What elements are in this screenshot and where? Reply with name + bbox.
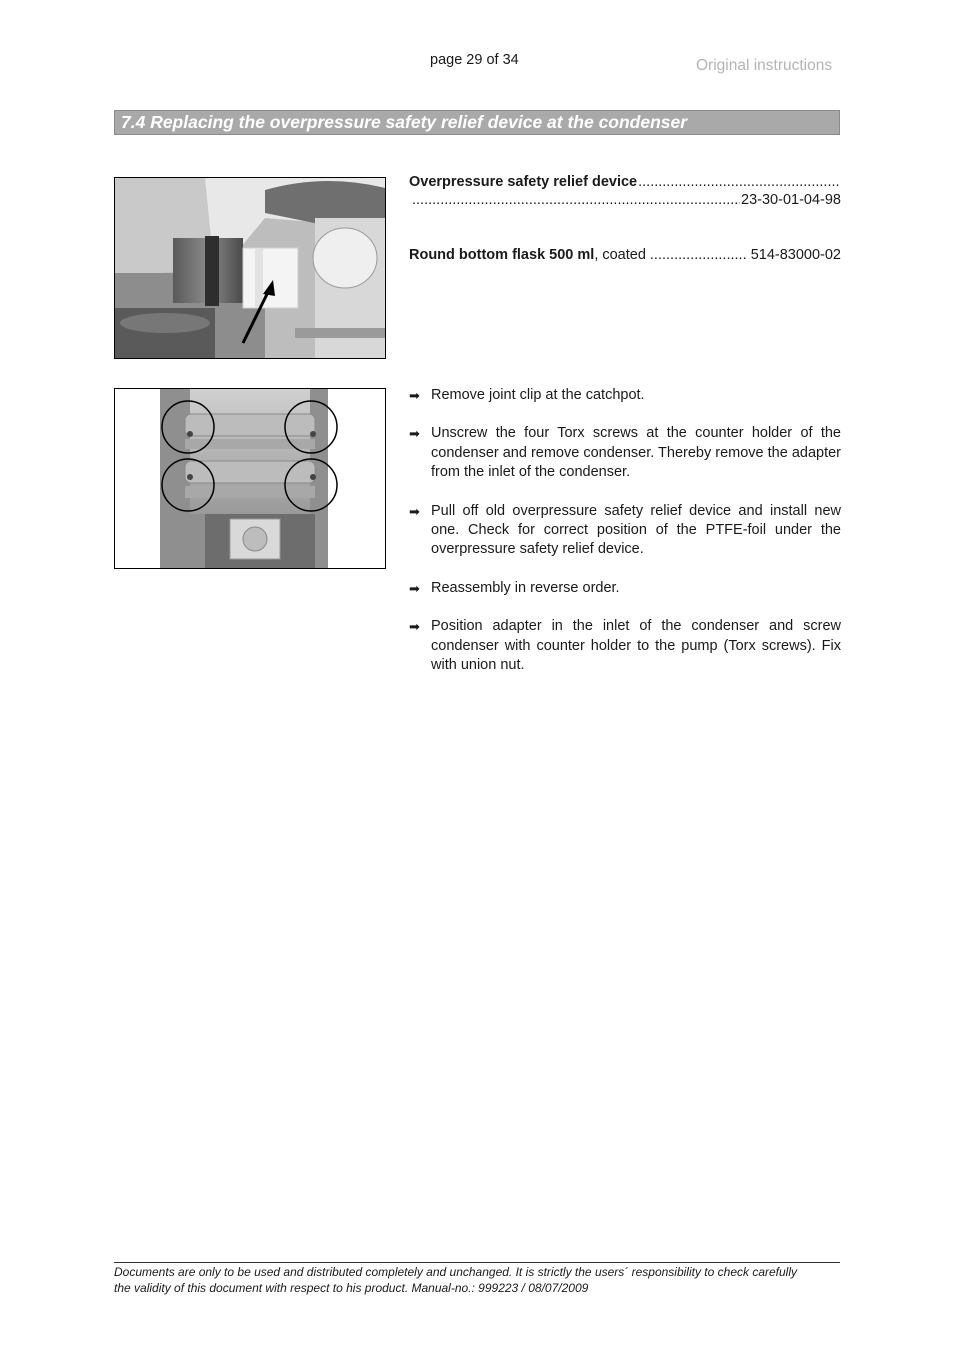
photo-torx-screws xyxy=(114,388,386,569)
original-instructions-label: Original instructions xyxy=(696,57,833,74)
part-suffix: , coated xyxy=(594,247,646,263)
arrow-right-icon: ➡ xyxy=(409,388,420,403)
footer-divider xyxy=(114,1262,840,1263)
part-relief-device xyxy=(409,173,841,209)
section-title: 7.4 Replacing the overpressure safety relief device at the condenser xyxy=(121,112,688,132)
arrow-right-icon: ➡ xyxy=(409,580,420,596)
step-item: ➡ Reassembly in reverse order. xyxy=(409,579,841,598)
arrow-right-icon: ➡ xyxy=(409,619,420,635)
part-name: Round bottom flask 500 ml xyxy=(409,247,595,263)
part-name: Overpressure safety relief device xyxy=(409,174,638,190)
part-round-bottom-flask xyxy=(409,246,841,264)
step-item: ➡ Unscrew the four Torx screws at the counter holder of the condenser and remove condenser. Thereby remove the adapter from the inlet of the condenser. xyxy=(409,424,841,482)
leader-dots xyxy=(650,246,747,264)
step-item: ➡ Pull off old overpressure safety relief device and install new one. Check for correct position of the PTFE-foil under the overpressure safety relief device. xyxy=(409,502,841,560)
footer-line-2: the validity of this document with respect to his product. Manual-no.: 999223 / 08/07/2009 xyxy=(114,1280,589,1295)
photo-relief-device xyxy=(114,177,386,359)
leader-dots xyxy=(412,191,740,209)
step-item: ➡ Remove joint clip at the catchpot. xyxy=(409,386,841,405)
leader-dots xyxy=(638,173,840,191)
footer-line-1: Documents are only to be used and distributed completely and unchanged. It is strictly the users´ responsibility to check carefully xyxy=(114,1265,798,1279)
page-number: page 29 of 34 xyxy=(430,52,519,68)
arrow-right-icon: ➡ xyxy=(409,426,420,442)
part-number: 514-83000-02 xyxy=(750,247,841,263)
instruction-steps xyxy=(409,386,841,694)
section-heading-bar xyxy=(114,110,840,135)
footer-disclaimer xyxy=(114,1265,844,1296)
part-number: 23-30-01-04-98 xyxy=(741,192,841,208)
arrow-right-icon: ➡ xyxy=(409,503,420,519)
step-item: ➡ Position adapter in the inlet of the condenser and screw condenser with counter holder to the pump (Torx screws). Fix with union nut. xyxy=(409,617,841,675)
